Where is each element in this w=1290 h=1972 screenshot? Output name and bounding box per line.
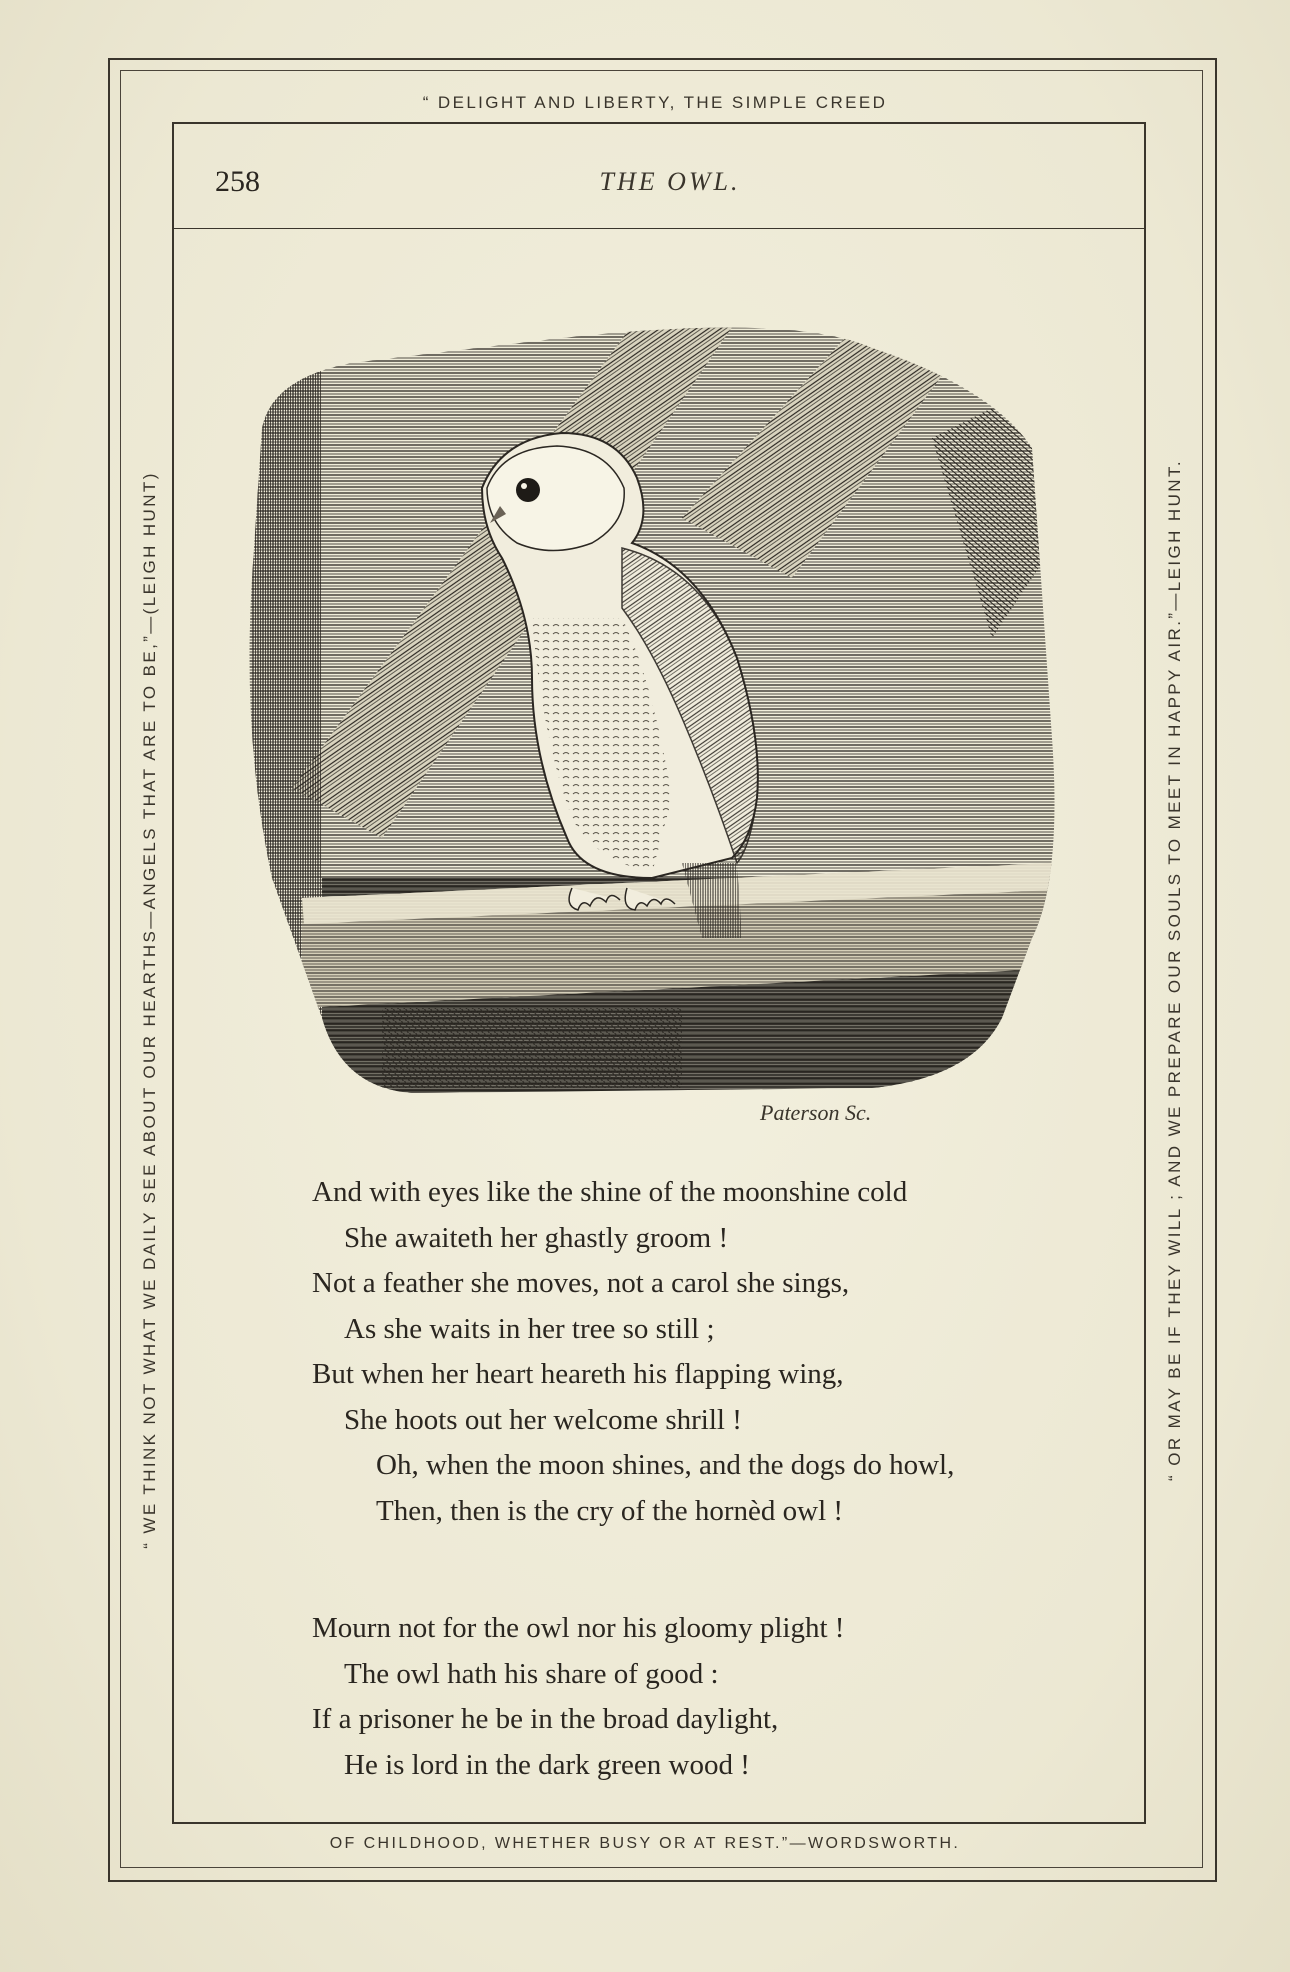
poem-line: But when her heart heareth his flapping wing, — [312, 1358, 844, 1390]
poem-line: Oh, when the moon shines, and the dogs do howl, — [376, 1449, 955, 1481]
poem-line: She hoots out her welcome shrill ! — [344, 1403, 742, 1436]
engraver-signature: Paterson Sc. — [760, 1100, 872, 1125]
border-quote-right: “ OR MAY BE IF THEY WILL ; AND WE PREPARE OUR SOULS TO MEET IN HAPPY AIR.”—LEIGH HUNT. — [1165, 459, 1184, 1481]
border-quote-left: “ WE THINK NOT WHAT WE DAILY SEE ABOUT OUR HEARTHS—ANGELS THAT ARE TO BE,”—(LEIGH HUNT) — [140, 471, 159, 1549]
poem-line: Not a feather she moves, not a carol she sings, — [312, 1267, 850, 1299]
poem-line: If a prisoner he be in the broad daylight, — [312, 1703, 779, 1735]
border-quote-bottom: OF CHILDHOOD, WHETHER BUSY OR AT REST.”—WORDSWORTH. — [329, 1835, 961, 1852]
border-quote-top: “ DELIGHT AND LIBERTY, THE SIMPLE CREED — [422, 93, 888, 112]
header-rule — [172, 228, 1146, 229]
poem-line: Mourn not for the owl nor his gloomy plight ! — [312, 1612, 845, 1644]
poem-body — [312, 1170, 1132, 1788]
poem-line: She awaiteth her ghastly groom ! — [344, 1221, 729, 1254]
stanza-break — [312, 1534, 1132, 1606]
poem-line: He is lord in the dark green wood ! — [344, 1748, 750, 1781]
poem-line: The owl hath his share of good : — [344, 1657, 719, 1690]
poem-line: And with eyes like the shine of the moonshine cold — [312, 1176, 908, 1208]
owl-engraving-illustration — [232, 318, 1072, 1128]
running-title: THE OWL. — [599, 167, 741, 196]
poem-line: As she waits in her tree so still ; — [344, 1312, 715, 1345]
page-number: 258 — [215, 165, 260, 198]
poem-line: Then, then is the cry of the hornèd owl ! — [376, 1494, 844, 1527]
